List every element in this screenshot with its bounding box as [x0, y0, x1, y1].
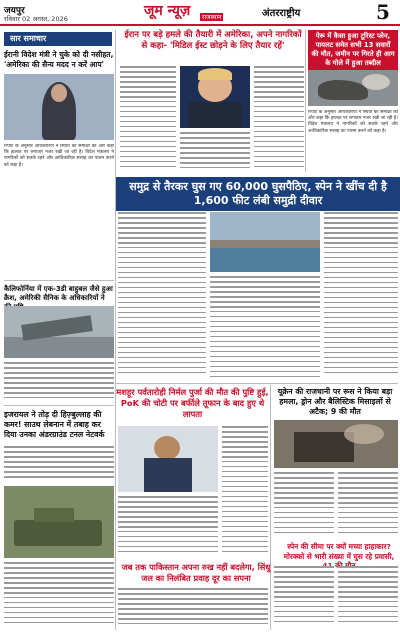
story-photo: [4, 74, 114, 140]
story-headline[interactable]: कैलिफोर्निया में एक-3डी बाहुबल जैसे हुआ क्रैश, अमेरिकी सैनिक के अधिकारियों ने: [4, 285, 113, 302]
row-rule: [4, 280, 114, 281]
story-headline[interactable]: ईरानी विदेश मंत्री ने चुके को दी नसीहत, 'अमेरिका की सैन्य मदद न करें आप': [4, 50, 114, 69]
lead-headline[interactable]: ईरान पर बड़े हमले की तैयारी में अमेरिका, अपने नागरिकों से कहा- 'मिडिल ईस्ट छोड़ने के लिए तैयार रहें': [124, 30, 302, 51]
story-body-lines: [338, 566, 398, 630]
crash-site-photo: [308, 70, 398, 106]
military-photo: [4, 486, 114, 558]
story-body-lines: [274, 472, 334, 538]
story-headline[interactable]: पेरू में कैसा हुआ टूरिस्ट प्लेन, पायलट समेत सभी 13 सवारों की मौत, जमीन पर गिरते ही आग के गोले में हुआ तब्दील: [308, 30, 398, 70]
page-number: 5: [376, 0, 390, 24]
newspaper-logo: [144, 1, 236, 23]
logo-main: जूम न्यूज़: [144, 3, 191, 19]
row-rule: [116, 383, 398, 384]
story-body-lines: [222, 426, 268, 558]
story-body-lines: [4, 362, 114, 402]
story-body-lines: [118, 496, 218, 558]
lead-body-lines: [120, 66, 176, 172]
feature-body-lines: [324, 212, 398, 380]
story-body-lines: [4, 446, 114, 484]
feature-body-lines: [118, 212, 206, 380]
feature-body-lines: [210, 276, 320, 380]
logo-sub: राजस्थान: [202, 14, 222, 21]
kyiv-attack-photo: [274, 420, 398, 468]
story-headline[interactable]: स्पेन की सीमा पर क्यों मच्या हाहाकार? मोरक्को से भारी संख्या में घुस रहे प्रवासी,: [283, 542, 395, 561]
sea-wall-photo: [210, 212, 320, 272]
crash-photo: [4, 306, 114, 358]
column-rule: [305, 30, 306, 172]
masthead: [0, 0, 400, 26]
story-body-lines: [118, 588, 268, 630]
story-body-lines: [274, 566, 334, 630]
summary-box-label: सार समाचार: [4, 32, 112, 46]
story-body-lines: [338, 472, 398, 538]
story-body-lines: [4, 562, 114, 628]
story-body: रिपोर्ट के अनुसार अधिकारियों ने स्थिति की समीक्षा की और कहा कि हालात पर लगातार नजर रखी जा रही है। विदेश मंत्रालय ने नागरिकों को सतर्क रहने और आधिकारिक सलाह का पालन करने को कहा है।: [308, 110, 398, 134]
row-rule: [4, 405, 114, 406]
story-body: रिपोर्ट के अनुसार अधिकारियों ने स्थिति की समीक्षा की और कहा कि हालात पर लगातार नजर रखी जा रही है। विदेश मंत्रालय ने नागरिकों को सतर्क रहने और आधिकारिक सलाह का पालन करने को कहा है।: [4, 144, 114, 168]
lead-photo: [180, 66, 250, 128]
column-rule: [115, 30, 116, 630]
story-headline[interactable]: इजरायल ने तोड़ दी हिज़्बुल्लाह की कमर! साउथ लेबनान में तबाह कर दिया उनका अंडरग्राउंड टनल नेटवर्क: [4, 410, 105, 439]
column-rule: [270, 385, 271, 630]
mountaineer-photo: [118, 426, 218, 492]
edition-city: जयपुर: [4, 6, 25, 16]
lead-body-lines: [254, 66, 304, 172]
story-headline[interactable]: मशहूर पर्वतारोही निर्मल पुर्जा की मौत की पुष्टि हुई, PoK की चोटी पर बर्फीले तूफान के बाद हुए थे लापता: [116, 387, 269, 419]
edition-date: रविवार 02 अगस्त, 2026: [4, 15, 68, 23]
section-title: अंतरराष्ट्रीय: [262, 8, 301, 19]
story-headline[interactable]: जब तक पाकिस्तान अपना रुख नहीं बदलेगा, सिंधु जल का निलंबित प्रवाह दूर का सपना: [121, 562, 271, 583]
feature-headline[interactable]: समुद्र से तैरकर घुस गए 60,000 घुसपैठिए, स्पेन ने खींच दी है 1,600 फीट लंबी समुद्री दीवार: [116, 177, 400, 211]
lead-body-lines: [180, 132, 250, 172]
story-headline[interactable]: यूक्रेन की राजधानी पर रूस ने किया बड़ा हमला, ड्रोन और बैलिस्टिक मिसाइलों से अटैक; 9 की मौत: [277, 387, 393, 416]
